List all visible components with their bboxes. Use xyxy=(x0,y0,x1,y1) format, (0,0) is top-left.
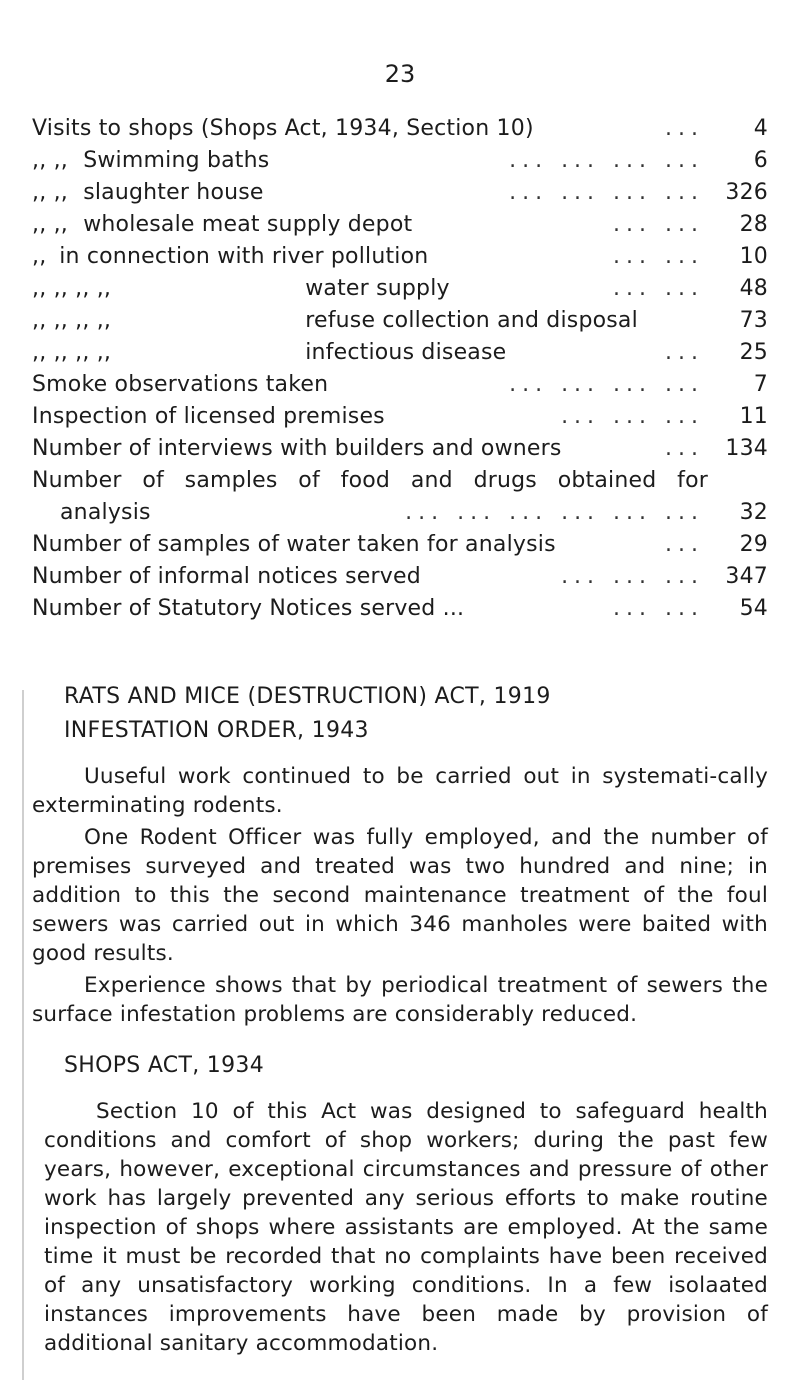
ditto-marks: ,, ,, ,, ,, xyxy=(32,340,112,365)
stat-row xyxy=(32,433,768,465)
stat-value: 347 xyxy=(725,564,768,589)
rats-section-body xyxy=(32,762,768,1032)
stat-label-text: refuse collection and disposal xyxy=(305,308,638,333)
stat-label-continuation: analysis xyxy=(60,500,151,525)
leader-dots: ... ... ... xyxy=(561,564,704,589)
stat-label: Number of interviews with builders and owners xyxy=(32,436,562,461)
stat-value: 134 xyxy=(725,436,768,461)
stat-value: 54 xyxy=(739,596,768,621)
stat-label xyxy=(32,337,506,369)
leader-dots: ... ... xyxy=(613,244,704,269)
stat-row xyxy=(32,145,768,177)
stat-value: 10 xyxy=(739,244,768,269)
stat-label-text: Swimming baths xyxy=(83,148,270,173)
stat-label-text: water supply xyxy=(305,276,450,301)
rats-heading-line2: INFESTATION ORDER, 1943 xyxy=(64,718,369,743)
stat-label: Visits to shops (Shops Act, 1934, Section 10) xyxy=(32,116,534,141)
leader-dots: ... xyxy=(665,436,704,461)
stat-row xyxy=(32,273,768,305)
ditto-marks: ,, ,, ,, ,, xyxy=(32,308,112,333)
statistics-list xyxy=(32,113,768,625)
shops-heading: SHOPS ACT, 1934 xyxy=(64,1053,264,1078)
leader-dots: ... ... ... ... xyxy=(509,180,704,205)
stat-label xyxy=(32,305,638,337)
stat-row xyxy=(32,305,768,337)
stat-value: 11 xyxy=(739,404,768,429)
page-number: 23 xyxy=(384,60,416,88)
leader-dots: ... ... xyxy=(613,212,704,237)
stat-row xyxy=(32,561,768,593)
stat-label: Smoke observations taken xyxy=(32,372,329,397)
rats-heading-line1: RATS AND MICE (DESTRUCTION) ACT, 1919 xyxy=(64,684,551,709)
stat-label xyxy=(32,241,428,273)
stat-label xyxy=(32,145,269,177)
stat-label: Inspection of licensed premises xyxy=(32,404,385,429)
stat-value: 32 xyxy=(739,500,768,525)
stat-row xyxy=(32,401,768,433)
stat-row xyxy=(32,113,768,145)
stat-row xyxy=(32,593,768,625)
ditto-marks: ,, ,, xyxy=(32,180,68,205)
paragraph: Section 10 of this Act was designed to safeguard health conditions and comfort of shop workers; during the past few years, however, exceptional circumstances and pressure of other work has largely prevented any serious efforts to make routine inspection of shops where assistants are employed. At the same time it must be recorded that no complaints have been received of any unsatisfactory working conditions. In a few isolaated instances improvements have been made by provision of additional sanitary accommodation. xyxy=(44,1099,768,1356)
stat-value: 73 xyxy=(739,308,768,333)
ditto-marks: ,, ,, ,, ,, xyxy=(32,276,112,301)
stat-row xyxy=(32,465,768,529)
stat-label: Number of Statutory Notices served ... xyxy=(32,596,465,621)
stat-value: 4 xyxy=(753,116,768,141)
stat-value: 29 xyxy=(739,532,768,557)
stat-continuation xyxy=(32,497,768,529)
leader-dots: ... ... ... ... xyxy=(509,372,704,397)
ditto-marks: ,, ,, xyxy=(32,212,68,237)
binding-shadow xyxy=(22,690,24,1380)
ditto-marks: ,, ,, xyxy=(32,148,68,173)
paragraph: One Rodent Officer was fully employed, and the number of premises surveyed and treated was two hundred and nine; in addition to this the second maintenance treatment of the foul sewers was carried out in which 346 manholes were baited with good results. xyxy=(32,825,768,966)
ditto-marks: ,, xyxy=(32,244,47,269)
stat-label: Number of samples of food and drugs obtained for xyxy=(32,468,708,493)
paragraph: Experience shows that by periodical treatment of sewers the surface infestation problems are considerably reduced. xyxy=(32,973,768,1027)
stat-row xyxy=(32,337,768,369)
shops-section-body xyxy=(44,1097,768,1361)
stat-label-text: wholesale meat supply depot xyxy=(83,212,413,237)
leader-dots: ... ... xyxy=(613,596,704,621)
stat-row xyxy=(32,241,768,273)
stat-value: 48 xyxy=(739,276,768,301)
stat-label: Number of samples of water taken for analysis xyxy=(32,532,556,557)
paragraph: Uuseful work continued to be carried out in systemati-cally exterminating rodents. xyxy=(32,764,768,818)
stat-row xyxy=(32,177,768,209)
stat-label-text: slaughter house xyxy=(83,180,264,205)
stat-row xyxy=(32,369,768,401)
leader-dots: ... xyxy=(665,532,704,557)
stat-label xyxy=(32,177,264,209)
leader-dots: ... ... ... ... ... ... xyxy=(405,500,704,525)
leader-dots: ... xyxy=(665,340,704,365)
stat-label-text: in connection with river pollution xyxy=(59,244,429,269)
stat-value: 7 xyxy=(753,372,768,397)
stat-value: 25 xyxy=(739,340,768,365)
stat-value: 28 xyxy=(739,212,768,237)
stat-row xyxy=(32,529,768,561)
stat-label-text: infectious disease xyxy=(305,340,507,365)
stat-value: 6 xyxy=(753,148,768,173)
leader-dots: ... ... ... xyxy=(561,404,704,429)
rats-heading xyxy=(64,680,551,748)
leader-dots: ... ... ... ... xyxy=(509,148,704,173)
stat-label xyxy=(32,273,450,305)
stat-label: Number of informal notices served xyxy=(32,564,421,589)
stat-value: 326 xyxy=(725,180,768,205)
leader-dots: ... ... xyxy=(613,276,704,301)
stat-row xyxy=(32,209,768,241)
stat-label xyxy=(32,209,412,241)
leader-dots: ... xyxy=(665,116,704,141)
